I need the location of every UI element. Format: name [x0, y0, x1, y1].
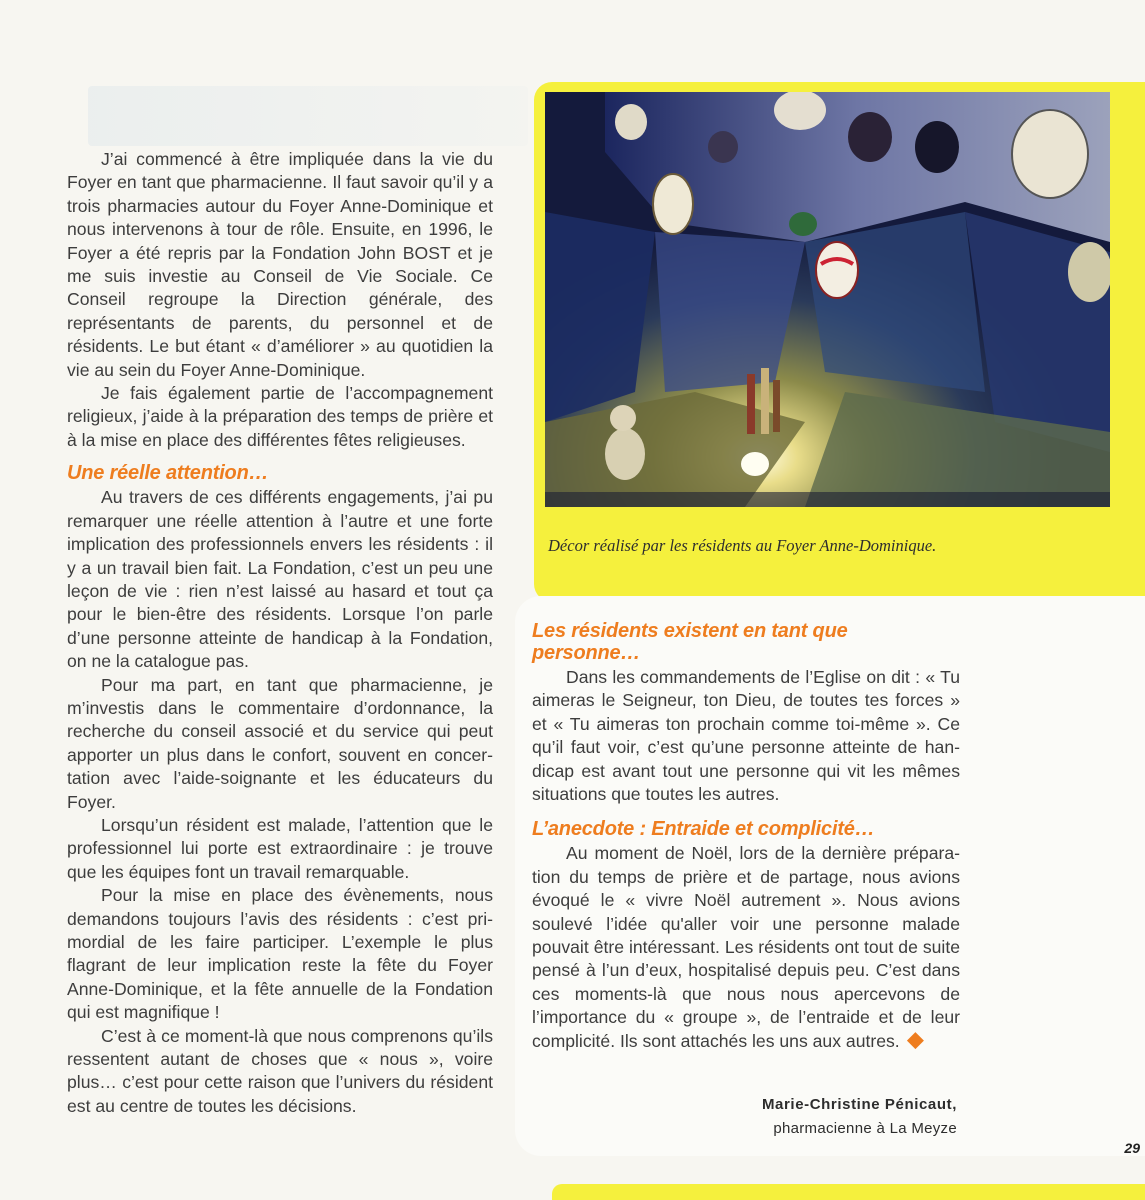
decor-photo — [545, 92, 1110, 507]
left-column — [67, 148, 493, 1118]
faded-background-title — [88, 86, 528, 146]
paragraph: Je fais également partie de l’accompagnement religieux, j’aide à la préparation des temps de prière et à la mise en place des différentes fêtes religieuses. — [67, 383, 493, 450]
section-heading-personne: Les résidents existent en tant que personne… — [532, 620, 848, 664]
author-name: Marie-Christine Pénicaut, — [761, 1096, 957, 1113]
page-number: 29 — [1124, 1140, 1140, 1156]
author-role: pharmacienne à La Meyze — [773, 1120, 957, 1137]
signature — [762, 1093, 957, 1141]
paragraph: C’est à ce moment-là que nous comprenons qu’ils ressentent autant de choses que « nous », voire plus… c’est pour cette raison que l’univers du résident est au centre de toutes les décisions. — [67, 1025, 493, 1116]
right-column — [532, 620, 960, 1053]
paragraph: Pour ma part, en tant que pharmacienne, je m’investis dans le commentaire d’ordonnance, la recherche du conseil associé et du service qui peut apporter un plus dans le confort, souvent en concertation avec l’aide-soignante et les éducateurs du Foyer. — [67, 674, 493, 812]
paragraph: Dans les commandements de l’Eglise on dit : « Tu aimeras le Seigneur, ton Dieu, de toutes tes forces » et « Tu aimeras ton prochain comme toi-même ». Ce qu’il faut voir, c’est qu’une personne atteinte de handicap est avant tout une personne qui vit les mêmes situations que toutes les autres. — [532, 667, 960, 805]
section-heading-anecdote: L’anecdote : Entraide et complicité… — [532, 818, 875, 841]
paragraph: Lorsqu’un résident est malade, l’attention que le professionnel lui porte est extraordinaire : je trouve que les équipes font un travail remarquable. — [67, 814, 493, 882]
yellow-frame-bottom — [552, 1184, 1145, 1200]
section-heading-attention: Une réelle attention… — [67, 462, 269, 485]
paragraph: J’ai commencé à être impliquée dans la vie du Foyer en tant que pharmacienne. Il faut savoir qu’il y a trois pharmacies autour du Foyer Anne-Dominique et nous intervenons à tour de rôle. Ensuite, en 1996, le Foyer a été repris par la Fondation John BOST et je me suis investie au Conseil de Vie Sociale. Ce Conseil regroupe la Direction générale, des représentants de parents, du personnel et de résidents. Le but étant « d’améliorer » au quotidien la vie au sein du Foyer Anne-Dominique. — [67, 149, 493, 380]
paragraph-anecdote — [532, 842, 960, 1053]
paragraph: Au travers de ces différents engagements, j’ai pu remarquer une réelle attention à l’autre et une forte implication des professionnels envers les résidents : il y a un travail bien fait. La Fondation, c’est un peu une leçon de vie : rien n’est laissé au hasard et tout ça pour le bien-être des résidents. Lorsque l’on parle d’une personne atteinte de handicap à la Fondation, on ne la catalogue pas. — [67, 487, 493, 672]
diamond-icon — [907, 1032, 924, 1049]
paragraph: Pour la mise en place des évènements, nous demandons toujours l’avis des résidents : c’est primordial de les faire participer. L’exemple le plus flagrant de leur implication reste la fête du Foyer Anne-Dominique, et la fête annuelle de la Fondation qui est magnifique ! — [67, 885, 493, 1023]
decor-photo-illustration — [545, 92, 1110, 507]
paragraph-text: Au moment de Noël, lors de la dernière préparation du temps de prière et de partage, nous avions évoqué le « vivre Noël autrement ». Nous avions soulevé l’idée qu'aller voir une personne malade pouvait être intéressant. Les résidents ont tout de suite pensé à l’un d’eux, hospitalisé depuis peu. C’est dans ces moments-là que nous nous apercevons de l’importance du « groupe », de l’entraide et de leur complicité. Ils sont attachés les uns aux autres. — [532, 843, 960, 1051]
photo-caption: Décor réalisé par les résidents au Foyer Anne-Dominique. — [548, 536, 937, 555]
